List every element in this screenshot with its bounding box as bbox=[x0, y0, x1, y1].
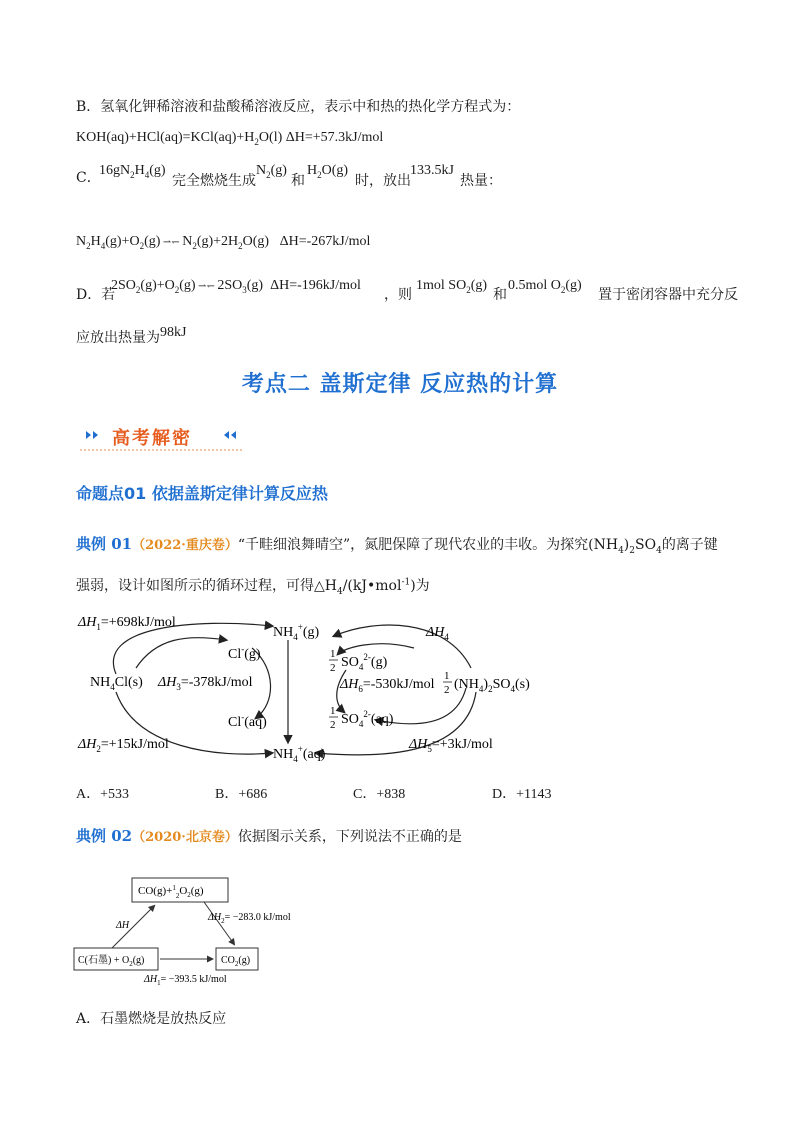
sulfate-gas-label: $SO_4^{2-}(g)$ bbox=[341, 652, 388, 672]
dh2-label: $\Delta H_2=+15kJ$/mol bbox=[78, 737, 169, 754]
sulfate-aq-label: $SO_4^{2-}(aq)$ bbox=[341, 709, 394, 729]
example-01-tag: 典例 01 bbox=[76, 535, 133, 553]
example-01-choice-d: D．+1143 bbox=[492, 787, 552, 802]
svg-text:1: 1 bbox=[330, 705, 336, 717]
option-b-equation: $KOH(aq)+HCl(aq)=KCl(aq)+H_2O(l)$ ΔH=+57.3kJ/mol bbox=[76, 130, 384, 147]
option-d-line2: 应放出热量为98kJ bbox=[76, 325, 187, 346]
option-c-equation: $N_2H_4(g)+O_2(g)$ ⇀↽ $N_2(g)+2H_2O(g)$ ΔH=-267kJ/mol bbox=[76, 234, 371, 251]
option-c-text3: 时，放出 bbox=[355, 173, 411, 189]
option-c-text2: 和 bbox=[291, 173, 305, 189]
option-c-n2: $N_2(g)$ bbox=[256, 163, 287, 180]
option-c-label: C． bbox=[76, 170, 101, 186]
banner bbox=[76, 421, 246, 453]
dh6-label: $\Delta H_6=-530kJ$/mol bbox=[340, 677, 435, 694]
option-c-mass: $16gN_2H_4(g)$ bbox=[99, 163, 166, 180]
cl-gas-label: Cl-(g) bbox=[228, 644, 261, 662]
cl-aq-label: Cl-(aq) bbox=[228, 712, 267, 730]
option-d-so2: 1mol $SO_2(g)$ bbox=[416, 278, 488, 295]
nh4cl-label: $NH_4Cl(s)$ bbox=[90, 675, 143, 692]
example-01-line2: 强弱，设计如图所示的循环过程，可得$\triangle H_4/(kJ•mol^{-1})$为 bbox=[76, 577, 430, 597]
option-d-text3: 和 bbox=[493, 287, 507, 303]
option-d-text5: 置于密闭容器中充分反 bbox=[598, 287, 738, 303]
banner-title: 高考解密 bbox=[112, 428, 192, 449]
example-01-choice-a: A．+533 bbox=[76, 787, 130, 802]
main-title: 考点二 盖斯定律 反应热的计算 bbox=[241, 372, 559, 397]
dh2-value-label: $\Delta H_2= -283.0$ kJ/mol bbox=[208, 912, 291, 925]
nh4-gas-label: $NH_4^+(g)$ bbox=[273, 622, 320, 642]
option-b-text: B．氢氧化钾稀溶液和盐酸稀溶液反应，表示中和热的热化学方程式为： bbox=[76, 99, 521, 115]
ammonium-sulfate-label: $(NH_4)_2SO_4(s)$ bbox=[454, 677, 530, 694]
graphite-combustion-diagram bbox=[72, 872, 372, 992]
nh4-aq-label: $NH_4^+(aq)$ bbox=[273, 744, 326, 764]
co-box-label: $CO(g)+^1_2O_2(g)$ bbox=[138, 884, 204, 900]
option-d-text1: ，则 bbox=[384, 287, 412, 303]
dh4-label: $\Delta H_4$ bbox=[426, 625, 449, 642]
svg-text:2: 2 bbox=[330, 719, 336, 731]
example-02-choice-a: A．石墨燃烧是放热反应 bbox=[76, 1011, 227, 1027]
option-c-text1: 完全燃烧生成 bbox=[172, 173, 256, 189]
option-d-o2: 0.5mol $O_2(g)$ bbox=[508, 278, 582, 295]
co2-box-label: $CO_2(g)$ bbox=[221, 955, 251, 968]
example-02-source: （2020·北京卷） bbox=[132, 830, 238, 845]
dh1-label: $\Delta H_1=+698kJ$/mol bbox=[78, 615, 176, 632]
option-d-label: D．若 bbox=[76, 287, 116, 303]
dh1-value-label: $\Delta H_1= -393.5$ kJ/mol bbox=[144, 974, 227, 987]
example-01-line1: 典例 01（2022·重庆卷）“千畦细浪舞晴空”，氮肥保障了现代农业的丰收。为探究$(NH_4)_2SO_4$的离子键 bbox=[76, 535, 718, 556]
half-fraction-1: 1 bbox=[330, 648, 336, 660]
example-02-tag: 典例 02 bbox=[76, 827, 133, 845]
born-haber-cycle-diagram bbox=[76, 608, 530, 778]
option-d-equation: $2SO_2(g)+O_2(g)$ ⇀↽ $2SO_3(g)$ ΔH=-196kJ/mol bbox=[111, 278, 361, 295]
dh5-label: $\Delta H_5=+3kJ$/mol bbox=[409, 737, 493, 754]
example-01-choice-c: C．+838 bbox=[353, 787, 406, 802]
example-01-source: （2022·重庆卷） bbox=[132, 538, 238, 553]
svg-text:2: 2 bbox=[444, 684, 450, 696]
graphite-box-label: C(石墨) + $O_2(g)$ bbox=[78, 955, 145, 968]
option-c-h2o: $H_2O(g)$ bbox=[307, 163, 349, 180]
dh3-label: $\Delta H_3=-378kJ$/mol bbox=[158, 675, 253, 692]
option-c-heat: 133.5kJ bbox=[410, 163, 454, 178]
option-c-text4: 热量： bbox=[460, 173, 502, 189]
svg-text:2: 2 bbox=[330, 662, 336, 674]
example-01-choice-b: B．+686 bbox=[215, 787, 268, 802]
example-02-line1: 典例 02（2020·北京卷）依据图示关系，下列说法不正确的是 bbox=[76, 827, 462, 845]
svg-text:1: 1 bbox=[444, 670, 450, 682]
dh-label: ΔH bbox=[116, 920, 130, 931]
section-title: 命题点01 依据盖斯定律计算反应热 bbox=[76, 484, 328, 503]
